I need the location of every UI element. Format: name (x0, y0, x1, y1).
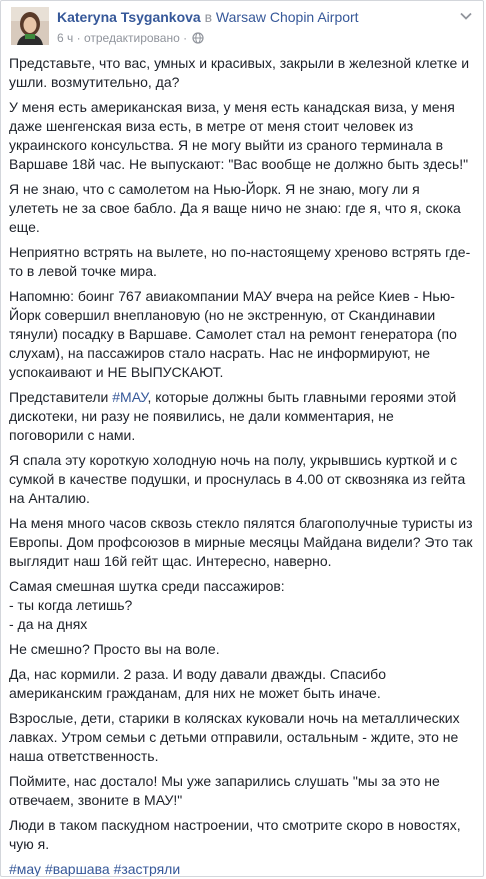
text-line: Взрослые, дети, старики в колясках куковали ночь на металлических (9, 710, 460, 726)
post-timestamp[interactable]: 6 ч (57, 30, 74, 45)
text-line: улететь не за свое бабло. Да я ваще ничо не знаю: где я, что я, скока (9, 200, 461, 216)
paragraph-6 (9, 451, 479, 508)
text-line: Самая смешная шутка среди пассажиров: (9, 578, 285, 594)
text-line: поговорили с нами. (9, 427, 136, 443)
text-line: слухам), на пассажиров стало насрать. Нас не информируют, не (9, 345, 431, 361)
location-link[interactable]: Warsaw Chopin Airport (215, 9, 359, 25)
paragraph-3 (9, 180, 479, 237)
text-line: дискотеки, ни разу не появились, не дали комментария, не (9, 408, 394, 424)
text-line: Я спала эту короткую холодную ночь на полу, укрывшись курткой и с (9, 452, 458, 468)
hashtag-stuck[interactable]: #застряли (113, 861, 181, 877)
hashtags-row (9, 860, 479, 877)
paragraph-7 (9, 514, 479, 571)
text-line: Не смешно? Просто вы на воле. (9, 641, 220, 657)
text-line: Я не знаю, что с самолетом на Нью-Йорк. Я не знаю, могу ли я (9, 181, 420, 197)
text-line: Напомню: боинг 767 авиакомпании МАУ вчера на рейсе Киев - Нью- (9, 288, 455, 304)
paragraph-1 (9, 54, 479, 92)
text-line: Йорк совершил внеплановую (но не экстренную, от Скандинавии (9, 307, 436, 323)
text-line: ушли. возмутительно, да? (9, 74, 180, 90)
text-line: Европы. Дом профсоюзов в мирные месяцы Майдана видели? Это так (9, 534, 473, 550)
paragraph-4 (9, 243, 479, 281)
text-line: Представьте, что вас, умных и красивых, закрыли в железной клетке и (9, 55, 470, 71)
paragraph-11 (9, 709, 479, 766)
post-header (9, 7, 475, 47)
paragraph-2 (9, 98, 479, 174)
text-fragment: , которые должны быть главными героями этой (147, 389, 457, 405)
text-line: Варшаве 18й час. Не выпускают: "Вас вообще не должно быть здесь!" (9, 156, 469, 172)
paragraph-9 (9, 640, 479, 659)
paragraph-5 (9, 287, 479, 382)
text-line: - да на днях (9, 616, 88, 632)
paragraph-representatives (9, 388, 479, 445)
text-line: американским гражданам, для них не может быть иначе. (9, 685, 381, 701)
text-line: - ты когда летишь? (9, 597, 133, 613)
meta-dot-2: · (183, 30, 188, 45)
post-meta (57, 8, 451, 46)
globe-icon[interactable] (192, 32, 204, 44)
paragraph-13 (9, 816, 479, 854)
text-line: На меня много часов сквозь стекло пялятся благополучные туристы из (9, 515, 473, 531)
author-name-link[interactable]: Kateryna Tsygankova (57, 9, 201, 25)
post-body (9, 54, 479, 877)
text-line: то в левой точке мира. (9, 263, 157, 279)
author-avatar[interactable] (11, 7, 49, 45)
text-line: Неприятно встрять на вылете, но по-настоящему хреново встрять где- (9, 244, 471, 260)
hashtag-warsaw[interactable]: #варшава (44, 861, 110, 877)
text-line: чую я. (9, 836, 50, 852)
text-line: сумкой в качестве подушки, и проснулась в 4.00 от сквозняка из гейта (9, 471, 466, 487)
text-line: Да, нас кормили. 2 раза. И воду давали дважды. Спасибо (9, 666, 386, 682)
paragraph-8 (9, 577, 479, 634)
text-line: У меня есть американская виза, у меня есть канадская виза, у меня (9, 99, 455, 115)
text-fragment: Представители (9, 389, 113, 405)
paragraph-12 (9, 772, 479, 810)
avatar-photo-icon (11, 7, 49, 45)
text-line: наша ответственность. (9, 748, 159, 764)
text-line: украинского консульства. Я не могу выйти из сраного терминала в (9, 137, 444, 153)
text-line: еще. (9, 219, 40, 235)
text-line: выглядит наш 16й гейт щас. Интересно, наверно. (9, 553, 332, 569)
text-line: даже шенгенская виза есть, в метре от меня стоит человек из (9, 118, 414, 134)
text-line: отвечаем, звоните в МАУ!" (9, 792, 183, 808)
post-subline (57, 29, 451, 46)
edited-label[interactable]: отредактировано (83, 30, 180, 45)
hashtag-mau[interactable]: #мау (9, 861, 42, 877)
paragraph-10 (9, 665, 479, 703)
author-line (57, 8, 451, 26)
text-line: Поймите, нас достало! Мы уже запарились слушать "мы за это не (9, 773, 440, 789)
text-line (9, 388, 479, 407)
text-line: на Анталию. (9, 490, 90, 506)
hashtag-mau-inline[interactable]: #МАУ (112, 389, 148, 405)
text-line: Люди в таком паскудном настроении, что смотрите скоро в новостях, (9, 817, 461, 833)
meta-dot: · (76, 30, 81, 45)
location-connector: в (204, 9, 213, 25)
text-line: тянули) посадку в Варшаве. Самолет стал на ремонт генератора (по (9, 326, 457, 342)
chevron-down-icon[interactable] (459, 9, 473, 23)
text-line: лавках. Утром семьи с детьми отправили, остальным - ждите, это не (9, 729, 459, 745)
text-line: успокаивают и НЕ ВЫПУСКАЮТ. (9, 364, 224, 380)
